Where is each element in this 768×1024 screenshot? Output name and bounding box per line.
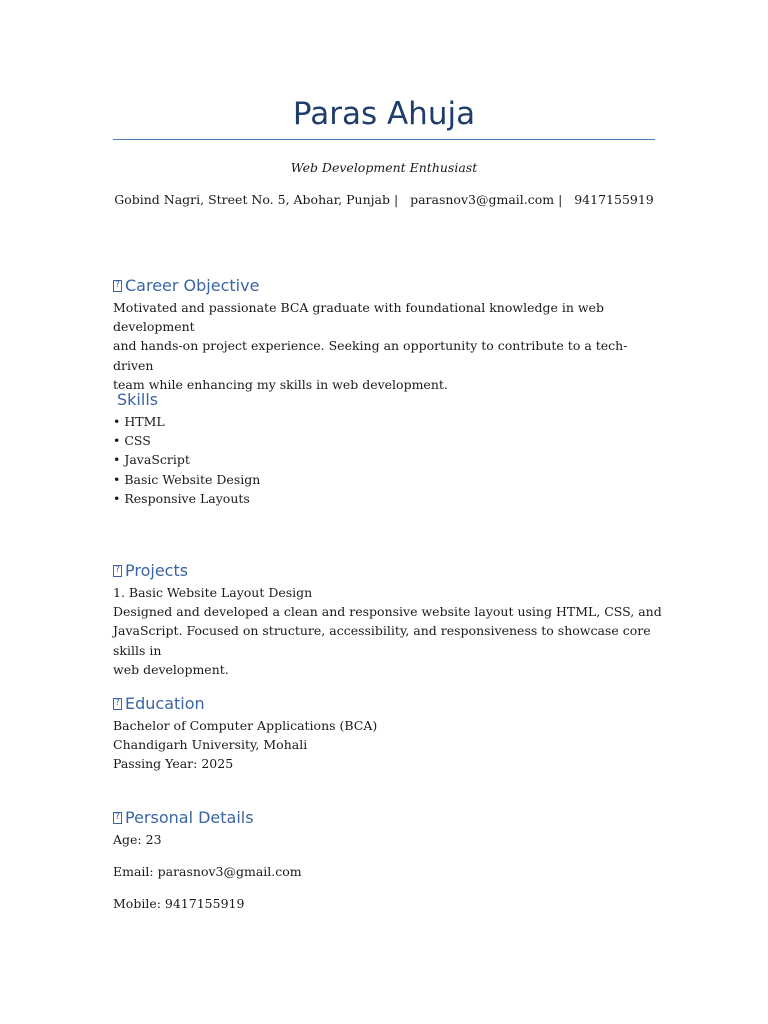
objective-line: and hands-on project experience. Seeking an opportunity to contribute to a tech-driven: [113, 338, 628, 373]
section-heading-skills: [117, 389, 667, 411]
missing-glyph-icon: [113, 812, 122, 824]
education-year: Passing Year: 2025: [113, 756, 234, 772]
projects-text: [113, 583, 663, 679]
project-line: web development.: [113, 661, 229, 677]
missing-glyph-icon: [113, 698, 122, 710]
missing-glyph-icon: [113, 565, 122, 577]
personal-mobile: Mobile: 9417155919: [113, 896, 245, 912]
personal-details-text: [113, 830, 663, 914]
section-career-objective: [113, 275, 663, 394]
section-heading-career-objective: [113, 275, 663, 297]
project-line: Designed and developed a clean and responsive website layout using HTML, CSS, and: [113, 604, 662, 620]
project-line: JavaScript. Focused on structure, accessibility, and responsiveness to showcase core skills in: [113, 623, 651, 658]
contact-line: Gobind Nagri, Street No. 5, Abohar, Punjab | parasnov3@gmail.com | 9417155919: [114, 192, 654, 207]
heading-label: Education: [125, 694, 205, 713]
section-skills: [117, 389, 667, 411]
objective-line: Motivated and passionate BCA graduate with foundational knowledge in web development: [113, 300, 604, 335]
education-text: [113, 716, 663, 774]
objective-line: team while enhancing my skills in web development.: [113, 376, 448, 392]
resume-tagline: Web Development Enthusiast: [290, 160, 478, 175]
skill-item: • JavaScript: [113, 452, 190, 468]
section-heading-personal-details: [113, 807, 663, 829]
section-heading-education: [113, 693, 663, 715]
project-title: 1. Basic Website Layout Design: [113, 585, 313, 600]
heading-label: Projects: [125, 561, 189, 580]
resume-name: Paras Ahuja: [292, 96, 476, 132]
heading-label: Career Objective: [125, 276, 260, 295]
section-projects: [113, 560, 663, 679]
skill-item: • HTML: [113, 414, 165, 429]
heading-label: Personal Details: [125, 808, 254, 827]
skills-list: [113, 412, 663, 508]
heading-label: Skills: [117, 390, 159, 409]
missing-glyph-icon: [113, 280, 122, 292]
section-heading-projects: [113, 560, 663, 582]
objective-text: [113, 298, 663, 394]
skill-item: • CSS: [113, 433, 151, 449]
personal-email: Email: parasnov3@gmail.com: [113, 864, 302, 880]
education-degree: Bachelor of Computer Applications (BCA): [113, 718, 378, 733]
section-education: [113, 693, 663, 774]
header-divider: [113, 139, 655, 140]
skill-item: • Responsive Layouts: [113, 490, 250, 506]
skill-item: • Basic Website Design: [113, 471, 261, 487]
education-university: Chandigarh University, Mohali: [113, 737, 308, 753]
personal-age: Age: 23: [113, 832, 162, 847]
section-personal-details: [113, 807, 663, 914]
